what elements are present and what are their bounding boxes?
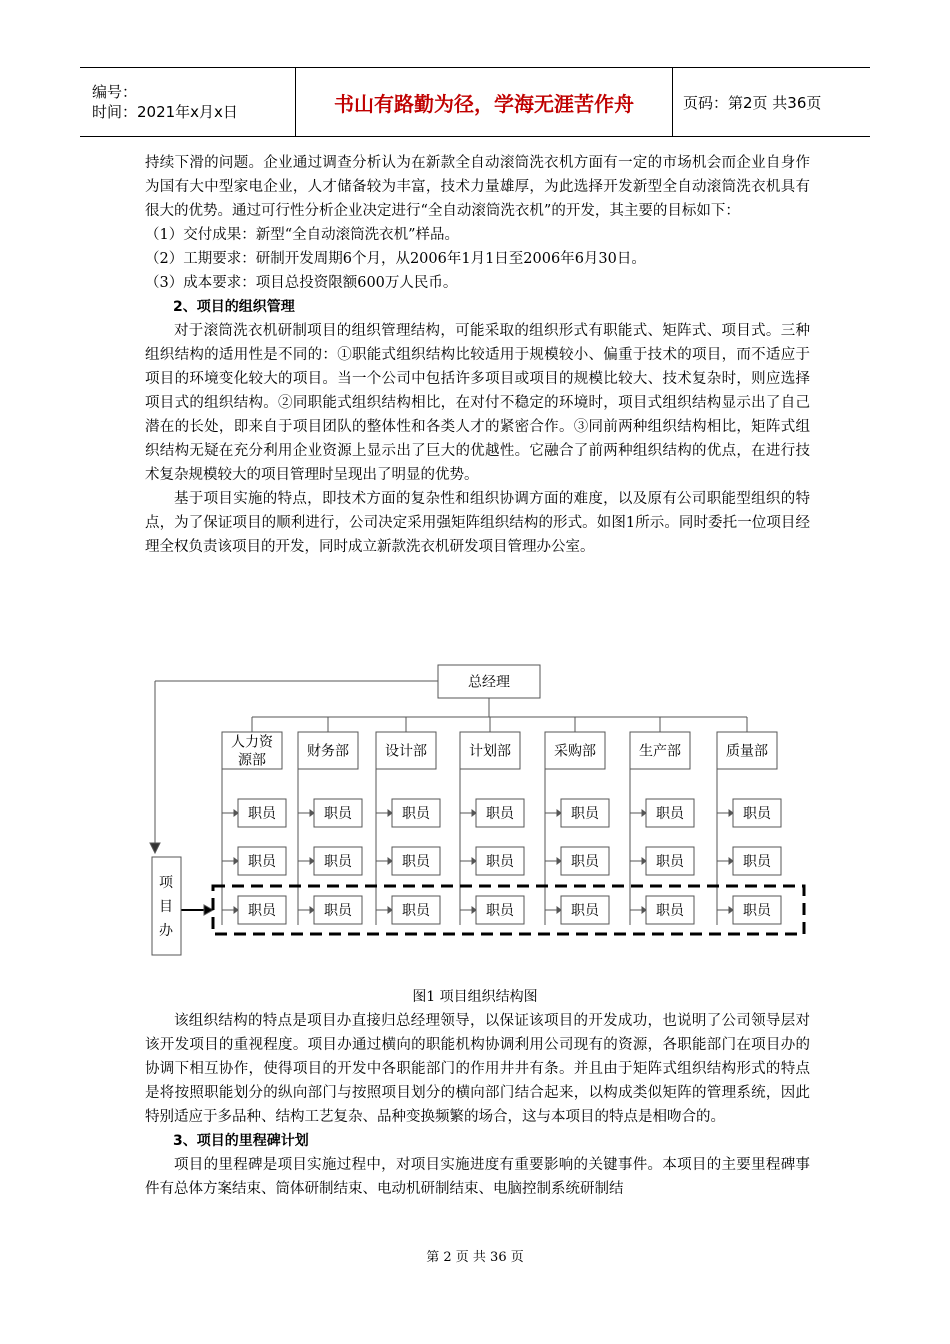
header-table — [80, 67, 870, 137]
svg-text:职员: 职员 — [743, 854, 771, 870]
svg-text:职员: 职员 — [324, 854, 352, 870]
svg-text:财务部: 财务部 — [307, 743, 349, 760]
svg-text:职员: 职员 — [571, 903, 599, 919]
department-box — [376, 732, 436, 769]
staff-box — [733, 799, 781, 827]
svg-text:项: 项 — [159, 875, 173, 891]
staff-box — [314, 847, 362, 875]
svg-text:设计部: 设计部 — [385, 743, 427, 760]
department-box — [545, 732, 605, 769]
svg-text:人力资: 人力资 — [231, 734, 273, 751]
department-box — [717, 732, 777, 769]
staff-box — [476, 847, 524, 875]
staff-box — [646, 896, 694, 924]
svg-text:职员: 职员 — [248, 854, 276, 870]
staff-box — [476, 799, 524, 827]
svg-text:办: 办 — [159, 923, 173, 939]
staff-box — [392, 799, 440, 827]
svg-text:职员: 职员 — [656, 854, 684, 870]
staff-box — [476, 896, 524, 924]
page-footer: 第 2 页 共 36 页 — [426, 1250, 524, 1265]
staff-box — [392, 896, 440, 924]
list-item: （1）交付成果：新型“全自动滚筒洗衣机”样品。 — [145, 227, 460, 243]
list-item: （2）工期要求：研制开发周期6个月，从2006年1月1日至2006年6月30日。 — [145, 251, 646, 267]
svg-text:职员: 职员 — [486, 854, 514, 870]
svg-text:职员: 职员 — [656, 806, 684, 822]
svg-text:职员: 职员 — [486, 903, 514, 919]
body-top — [145, 151, 810, 559]
svg-text:职员: 职员 — [486, 806, 514, 822]
svg-text:总经理: 总经理 — [468, 674, 510, 691]
staff-box — [238, 799, 286, 827]
staff-box — [561, 896, 609, 924]
paragraph: 基于项目实施的特点，即技术方面的复杂性和组织协调方面的难度，以及原有公司职能型组织的特点，为了保证项目的顺利进行，公司决定采用强矩阵组织结构的形式。如图1所示。同时委托一位项目经理全权负责该项目的开发，同时成立新款洗衣机研发项目管理办公室。 — [145, 491, 810, 555]
svg-text:职员: 职员 — [248, 806, 276, 822]
page-info-text: 页码：第2页 共36页 — [683, 93, 822, 112]
department-box — [460, 732, 520, 769]
svg-text:生产部: 生产部 — [639, 743, 681, 760]
time-label: 时间：2021年x月x日 — [92, 103, 238, 121]
svg-text:职员: 职员 — [571, 806, 599, 822]
svg-text:职员: 职员 — [743, 806, 771, 822]
paragraph: 对于滚筒洗衣机研制项目的组织管理结构，可能采取的组织形式有职能式、矩阵式、项目式。三种组织结构的适用性是不同的：①职能式组织结构比较适用于规模较小、偏重于技术的项目，而不适应于项目的环境变化较大的项目。当一个公司中包括许多项目或项目的规模比较大、技术复杂时，则应选择项目式的组织结构。②同职能式组织结构相比，在对付不稳定的环境时，项目式组织结构显示出了自己潜在的长处，即来自于项目团队的整体性和各类人才的紧密合作。③同前两种组织结构相比，矩阵式组织结构无疑在充分利用企业资源上显示出了巨大的优越性。它融合了前两种组织结构的优点，在进行技术复杂规模较大的项目管理时呈现出了明显的优势。 — [145, 323, 810, 483]
figure-caption: 图1 项目组织结构图 — [412, 989, 538, 1005]
svg-text:职员: 职员 — [402, 854, 430, 870]
project-office-box — [152, 857, 181, 955]
svg-text:职员: 职员 — [324, 903, 352, 919]
header-meta — [80, 68, 296, 136]
list-item: （3）成本要求：项目总投资限额600万人民币。 — [145, 275, 458, 291]
svg-text:职员: 职员 — [656, 903, 684, 919]
svg-text:采购部: 采购部 — [554, 743, 596, 760]
body-bottom — [145, 1009, 810, 1201]
paragraph: 持续下滑的问题。企业通过调查分析认为在新款全自动滚筒洗衣机方面有一定的市场机会而企业自身作为国有大中型家电企业，人才储备较为丰富，技术力量雄厚，为此选择开发新型全自动滚筒洗衣机具有很大的优势。通过可行性分析企业决定进行“全自动滚筒洗衣机”的开发，其主要的目标如下： — [145, 155, 810, 219]
staff-box — [561, 799, 609, 827]
svg-text:职员: 职员 — [571, 854, 599, 870]
section-heading: 2、项目的组织管理 — [173, 299, 295, 315]
svg-text:职员: 职员 — [402, 806, 430, 822]
staff-box — [238, 847, 286, 875]
svg-text:目: 目 — [159, 899, 173, 915]
department-box — [630, 732, 690, 769]
svg-text:质量部: 质量部 — [726, 743, 768, 760]
svg-text:计划部: 计划部 — [469, 743, 511, 760]
staff-box — [561, 847, 609, 875]
general-manager-box — [438, 665, 540, 698]
staff-box — [646, 847, 694, 875]
staff-box — [733, 896, 781, 924]
section-heading: 3、项目的里程碑计划 — [173, 1133, 309, 1149]
svg-text:源部: 源部 — [238, 752, 266, 769]
paragraph: 该组织结构的特点是项目办直接归总经理领导，以保证该项目的开发成功，也说明了公司领导层对该开发项目的重视程度。项目办通过横向的职能机构协调利用公司现有的资源，各职能部门在项目办的协调下相互协作，使得项目的开发中各职能部门的作用井井有条。并且由于矩阵式组织结构形式的特点是将按照职能划分的纵向部门与按照项目划分的横向部门结合起来，以构成类似矩阵的管理系统，因此特别适应于多品种、结构工艺复杂、品种变换频繁的场合，这与本项目的特点是相吻合的。 — [145, 1013, 810, 1125]
staff-box — [733, 847, 781, 875]
staff-box — [314, 799, 362, 827]
org-chart-diagram — [140, 655, 820, 965]
header-motto — [296, 68, 673, 136]
svg-text:职员: 职员 — [743, 903, 771, 919]
staff-box — [238, 896, 286, 924]
department-box — [222, 732, 282, 769]
department-box — [298, 732, 358, 769]
svg-text:职员: 职员 — [324, 806, 352, 822]
svg-text:职员: 职员 — [402, 903, 430, 919]
paragraph: 项目的里程碑是项目实施过程中，对项目实施进度有重要影响的关键事件。本项目的主要里程碑事件有总体方案结束、筒体研制结束、电动机研制结束、电脑控制系统研制结 — [145, 1157, 810, 1197]
header-page-info — [673, 68, 870, 136]
staff-box — [314, 896, 362, 924]
motto-text: 书山有路勤为径，学海无涯苦作舟 — [334, 91, 634, 116]
staff-box — [646, 799, 694, 827]
number-label: 编号： — [92, 83, 138, 101]
staff-box — [392, 847, 440, 875]
svg-text:职员: 职员 — [248, 903, 276, 919]
